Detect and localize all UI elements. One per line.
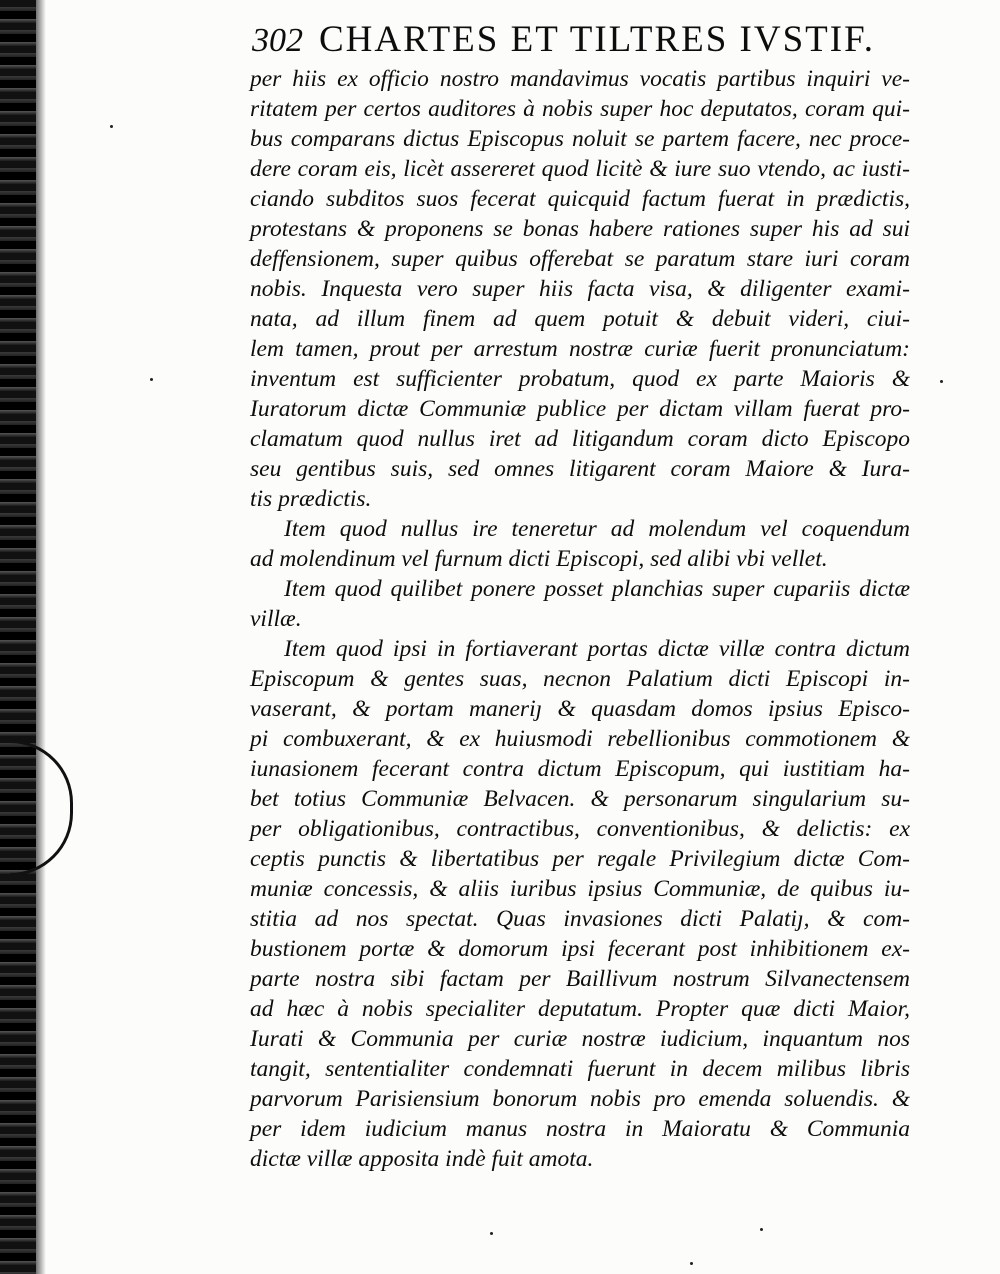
text-line: ad hæc à nobis specialiter deputatum. Propter quæ dicti Maior, xyxy=(250,996,910,1022)
text-line: Episcopum & gentes suas, necnon Palatium dicti Episcopi in- xyxy=(250,666,910,692)
ink-speck xyxy=(690,1262,693,1265)
text-line: dictæ villæ apposita indè fuit amota. xyxy=(250,1146,594,1172)
page-number: 302 xyxy=(252,22,303,59)
paragraph xyxy=(250,634,910,1174)
text-line: protestans & proponens se bonas habere rationes super his ad sui xyxy=(250,216,910,242)
text-line: vaserant, & portam maneriȷ & quasdam domos ipsius Episco- xyxy=(250,696,910,722)
text-line: per idem iudicium manus nostra in Maioratu & Communia xyxy=(250,1116,910,1142)
text-line: Item quod quilibet ponere posset planchias super cupariis dictæ xyxy=(284,576,910,602)
page-header xyxy=(252,18,875,68)
text-line: Item quod nullus ire teneretur ad molendum vel coquendum xyxy=(284,516,910,542)
margin-bracket-mark xyxy=(10,740,73,876)
binding-gutter xyxy=(0,0,36,1274)
ink-speck xyxy=(760,1228,763,1231)
text-line: Iurati & Communia per curiæ nostræ iudicium, inquantum nos xyxy=(250,1026,910,1052)
text-line: Item quod ipsi in fortiaverant portas dictæ villæ contra dictum xyxy=(284,636,910,662)
text-line: seu gentibus suis, sed omnes litigarent coram Maiore & Iura- xyxy=(250,456,910,482)
text-line: ad molendinum vel furnum dicti Episcopi, sed alibi vbi vellet. xyxy=(250,546,828,572)
text-line: per hiis ex officio nostro mandavimus vocatis partibus inquiri ve- xyxy=(250,66,910,92)
ink-speck xyxy=(150,378,153,381)
paragraph xyxy=(250,514,910,574)
text-line: dere coram eis, licèt assereret quod licitè & iure suo vtendo, ac iusti- xyxy=(250,156,910,182)
text-line: tangit, sententialiter condemnati fuerunt in decem milibus libris xyxy=(250,1056,910,1082)
paragraph xyxy=(250,64,910,514)
text-line: pi combuxerant, & ex huiusmodi rebellionibus commotionem & xyxy=(250,726,910,752)
text-line: muniæ concessis, & aliis iuribus ipsius Communiæ, de quibus iu- xyxy=(250,876,910,902)
ink-speck xyxy=(110,125,113,128)
text-line: stitia ad nos spectat. Quas invasiones dicti Palatiȷ, & com- xyxy=(250,906,910,932)
text-line: deffensionem, super quibus offerebat se paratum stare iuri coram xyxy=(250,246,910,272)
text-line: bustionem portæ & domorum ipsi fecerant post inhibitionem ex- xyxy=(250,936,910,962)
text-line: iunasionem fecerant contra dictum Episcopum, qui iustitiam ha- xyxy=(250,756,910,782)
paragraph xyxy=(250,574,910,634)
ink-speck xyxy=(940,380,943,383)
text-line: bus comparans dictus Episcopus noluit se partem facere, nec proce- xyxy=(250,126,910,152)
ink-speck xyxy=(490,1232,493,1235)
text-line: ciando subditos suos fecerat quicquid factum fuerat in prædictis, xyxy=(250,186,910,212)
text-line: nata, ad illum finem ad quem potuit & debuit videri, ciui- xyxy=(250,306,910,332)
text-line: lem tamen, prout per arrestum nostræ curiæ fuerit pronunciatum: xyxy=(250,336,910,362)
text-line: bet totius Communiæ Belvacen. & personarum singularium su- xyxy=(250,786,910,812)
text-line: Iuratorum dictæ Communiæ publice per dictam villam fuerat pro- xyxy=(250,396,910,422)
running-title: CHARTES ET TILTRES IVSTIF. xyxy=(319,19,875,60)
text-line: inventum est sufficienter probatum, quod ex parte Maioris & xyxy=(250,366,910,392)
text-line: tis prædictis. xyxy=(250,486,372,512)
body-text xyxy=(250,64,910,1174)
text-line: ritatem per certos auditores à nobis super hoc deputatos, coram qui- xyxy=(250,96,910,122)
text-line: parvorum Parisiensium bonorum nobis pro emenda soluendis. & xyxy=(250,1086,910,1112)
text-line: parte nostra sibi factam per Baillivum nostrum Silvanectensem xyxy=(250,966,910,992)
text-line: nobis. Inquesta vero super hiis facta visa, & diligenter exami- xyxy=(250,276,910,302)
text-line: ceptis punctis & libertatibus per regale Privilegium dictæ Com- xyxy=(250,846,910,872)
text-line: villæ. xyxy=(250,606,302,632)
text-line: clamatum quod nullus iret ad litigandum coram dicto Episcopo xyxy=(250,426,910,452)
text-line: per obligationibus, contractibus, conventionibus, & delictis: ex xyxy=(250,816,910,842)
gutter-shadow xyxy=(36,0,46,1274)
